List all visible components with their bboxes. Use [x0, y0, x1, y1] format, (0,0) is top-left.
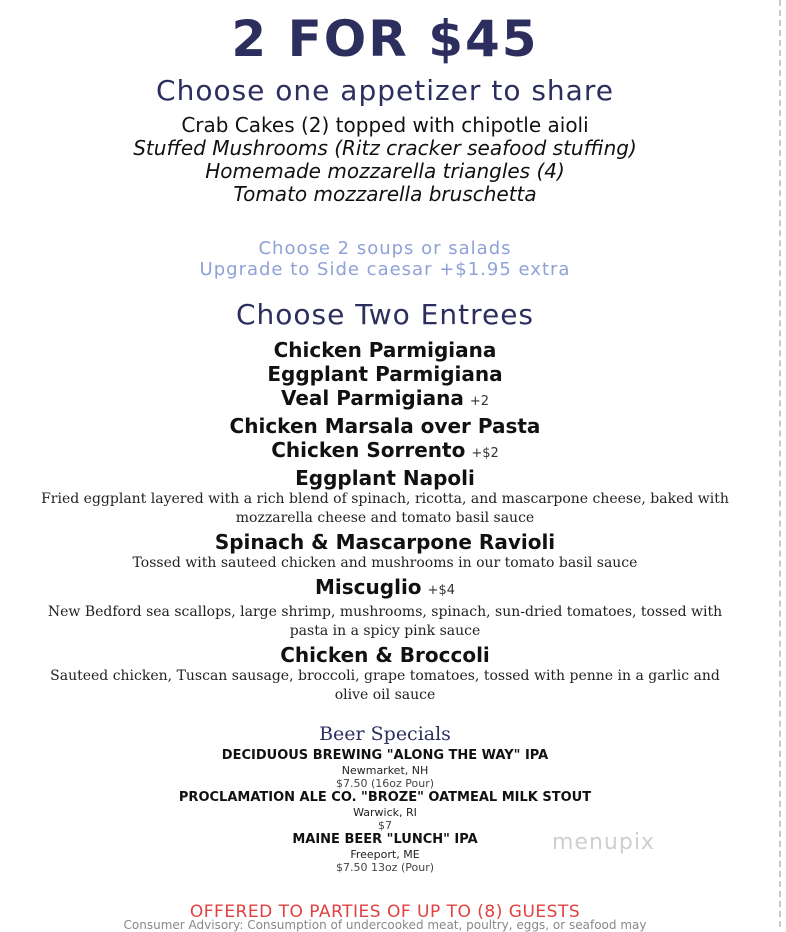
appetizer-item: Tomato mozzarella bruschetta: [233, 182, 537, 206]
page-title: 2 FOR $45: [231, 10, 539, 68]
entree-name: Miscuglio: [315, 575, 422, 599]
entree-price: +$2: [471, 446, 499, 461]
appetizer-item: Homemade mozzarella triangles (4): [205, 159, 565, 183]
entree-item: [0, 575, 770, 603]
entree-name: Eggplant Parmigiana: [267, 362, 503, 386]
entree-list: [0, 338, 770, 705]
entree-name: Eggplant Napoli: [295, 466, 475, 490]
entree-item: [0, 386, 770, 414]
upgrade-line: Upgrade to Side caesar +$1.95 extra: [199, 259, 571, 280]
watermark-logo: menupix: [552, 830, 655, 855]
entree-price: +$4: [427, 583, 455, 598]
entree-item: [0, 530, 770, 554]
entree-item: [0, 414, 770, 438]
offer-notice: OFFERED TO PARTIES OF UP TO (8) GUESTS: [189, 902, 581, 922]
entree-description: Sauteed chicken, Tuscan sausage, broccoli, grape tomatoes, tossed with penne in a garlic and olive oil sauce: [50, 668, 720, 703]
appetizer-heading: Choose one appetizer to share: [156, 74, 614, 107]
beer-location: Freeport, ME: [350, 848, 420, 861]
soup-line: Choose 2 soups or salads: [258, 238, 512, 259]
entree-name: Chicken Parmigiana: [273, 338, 497, 362]
soup-salad-block: [0, 238, 770, 280]
entree-name: Chicken & Broccoli: [280, 643, 490, 667]
beer-list: [0, 748, 770, 874]
entree-item: [0, 338, 770, 362]
beer-name: DECIDUOUS BREWING "ALONG THE WAY" IPA: [221, 748, 549, 763]
entree-heading: Choose Two Entrees: [235, 298, 535, 331]
appetizer-item: Stuffed Mushrooms (Ritz cracker seafood stuffing): [133, 136, 637, 160]
entree-price: +2: [469, 394, 489, 409]
dashed-border: [779, 0, 781, 927]
beer-price: $7: [378, 819, 392, 832]
entree-name: Chicken Sorrento: [271, 438, 466, 462]
entree-name: Spinach & Mascarpone Ravioli: [214, 530, 556, 554]
beer-name: MAINE BEER "LUNCH" IPA: [292, 832, 478, 847]
entree-item: [0, 438, 770, 466]
entree-item: [0, 466, 770, 490]
entree-description: Fried eggplant layered with a rich blend of spinach, ricotta, and mascarpone cheese, baked with mozzarella cheese and tomato basil sauce: [41, 491, 729, 526]
beer-price: $7.50 13oz (Pour): [335, 861, 435, 874]
entree-name: Veal Parmigiana: [280, 386, 464, 410]
beer-location: Warwick, RI: [353, 806, 417, 819]
appetizer-list: [0, 114, 770, 206]
entree-name: Chicken Marsala over Pasta: [229, 414, 541, 438]
beer-location: Newmarket, NH: [341, 764, 429, 777]
consumer-advisory: Consumer Advisory: Consumption of undercooked meat, poultry, eggs, or seafood may: [123, 918, 647, 932]
entree-item: [0, 643, 770, 667]
appetizer-item: Crab Cakes (2) topped with chipotle aioli: [181, 113, 589, 137]
beer-name: PROCLAMATION ALE CO. "BROZE" OATMEAL MILK STOUT: [178, 790, 592, 805]
beer-price: $7.50 (16oz Pour): [335, 777, 435, 790]
entree-item: [0, 362, 770, 386]
entree-description: Tossed with sauteed chicken and mushrooms in our tomato basil sauce: [132, 555, 638, 571]
beer-heading: Beer Specials: [319, 723, 451, 745]
entree-description: New Bedford sea scallops, large shrimp, mushrooms, spinach, sun-dried tomatoes, tossed with pasta in a spicy pink sauce: [47, 604, 723, 639]
